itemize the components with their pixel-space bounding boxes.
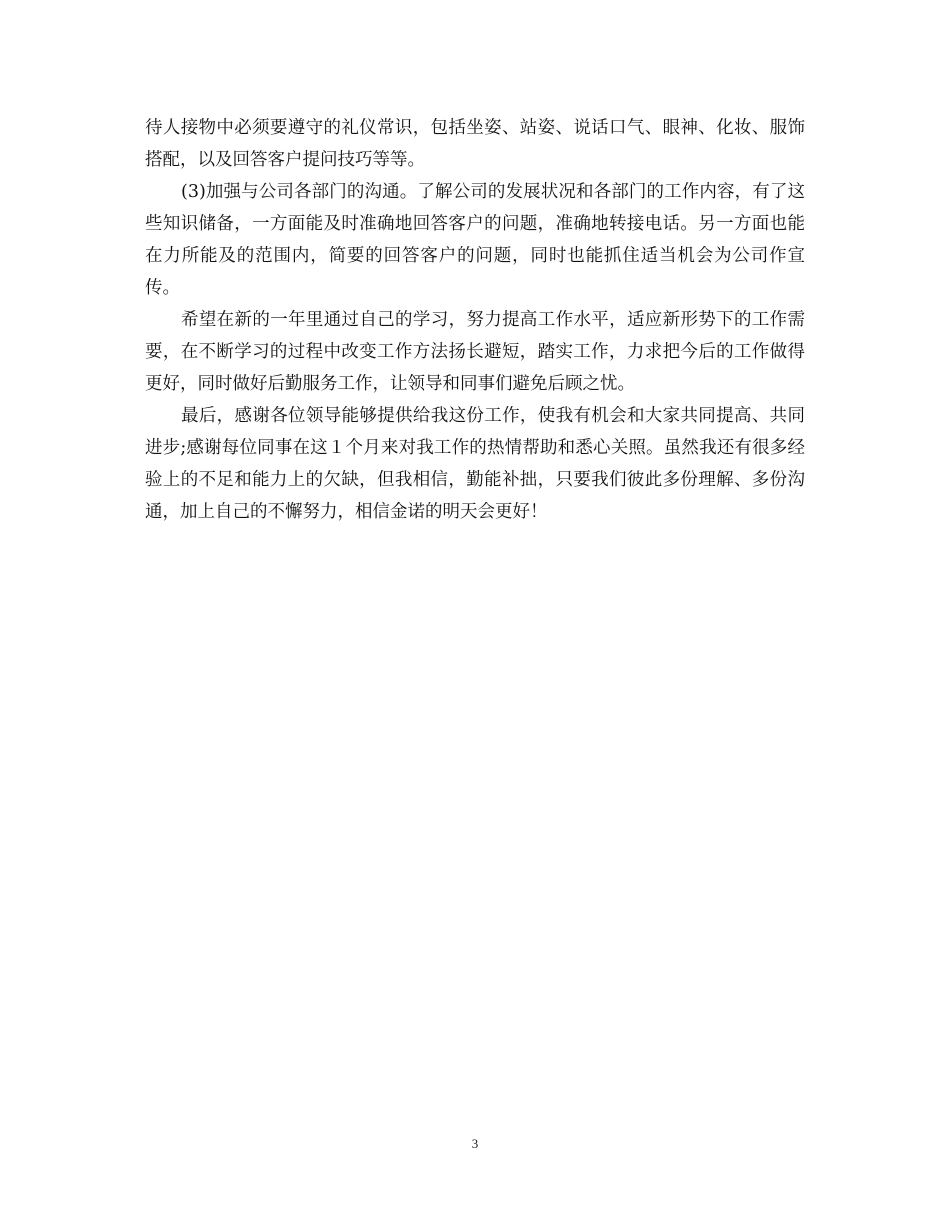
page-number: 3 xyxy=(471,1136,479,1151)
paragraph-etiquette: 待人接物中必须要遵守的礼仪常识，包括坐姿、站姿、说话口气、眼神、化妆、服饰搭配，以及回答客户提问技巧等等。 xyxy=(145,118,805,170)
paragraph-thanks: 最后，感谢各位领导能够提供给我这份工作，使我有机会和大家共同提高、共同进步;感谢每位同事在这１个月来对我工作的热情帮助和悉心关照。虽然我还有很多经验上的不足和能力上的欠缺，但我相信，勤能补拙，只要我们彼此多份理解、多份沟通，加上自己的不懈努力，相信金诺的明天会更好！ xyxy=(145,406,805,522)
paragraph-communication: (3)加强与公司各部门的沟通。了解公司的发展状况和各部门的工作内容，有了这些知识储备，一方面能及时准确地回答客户的问题，准确地转接电话。另一方面也能在力所能及的范围内，简要的回答客户的问题，同时也能抓住适当机会为公司作宣传。 xyxy=(145,182,805,298)
document-body xyxy=(145,112,805,528)
paragraph-goals: 希望在新的一年里通过自己的学习，努力提高工作水平，适应新形势下的工作需要，在不断学习的过程中改变工作方法扬长避短，踏实工作，力求把今后的工作做得更好，同时做好后勤服务工作，让领导和同事们避免后顾之忧。 xyxy=(145,310,805,394)
